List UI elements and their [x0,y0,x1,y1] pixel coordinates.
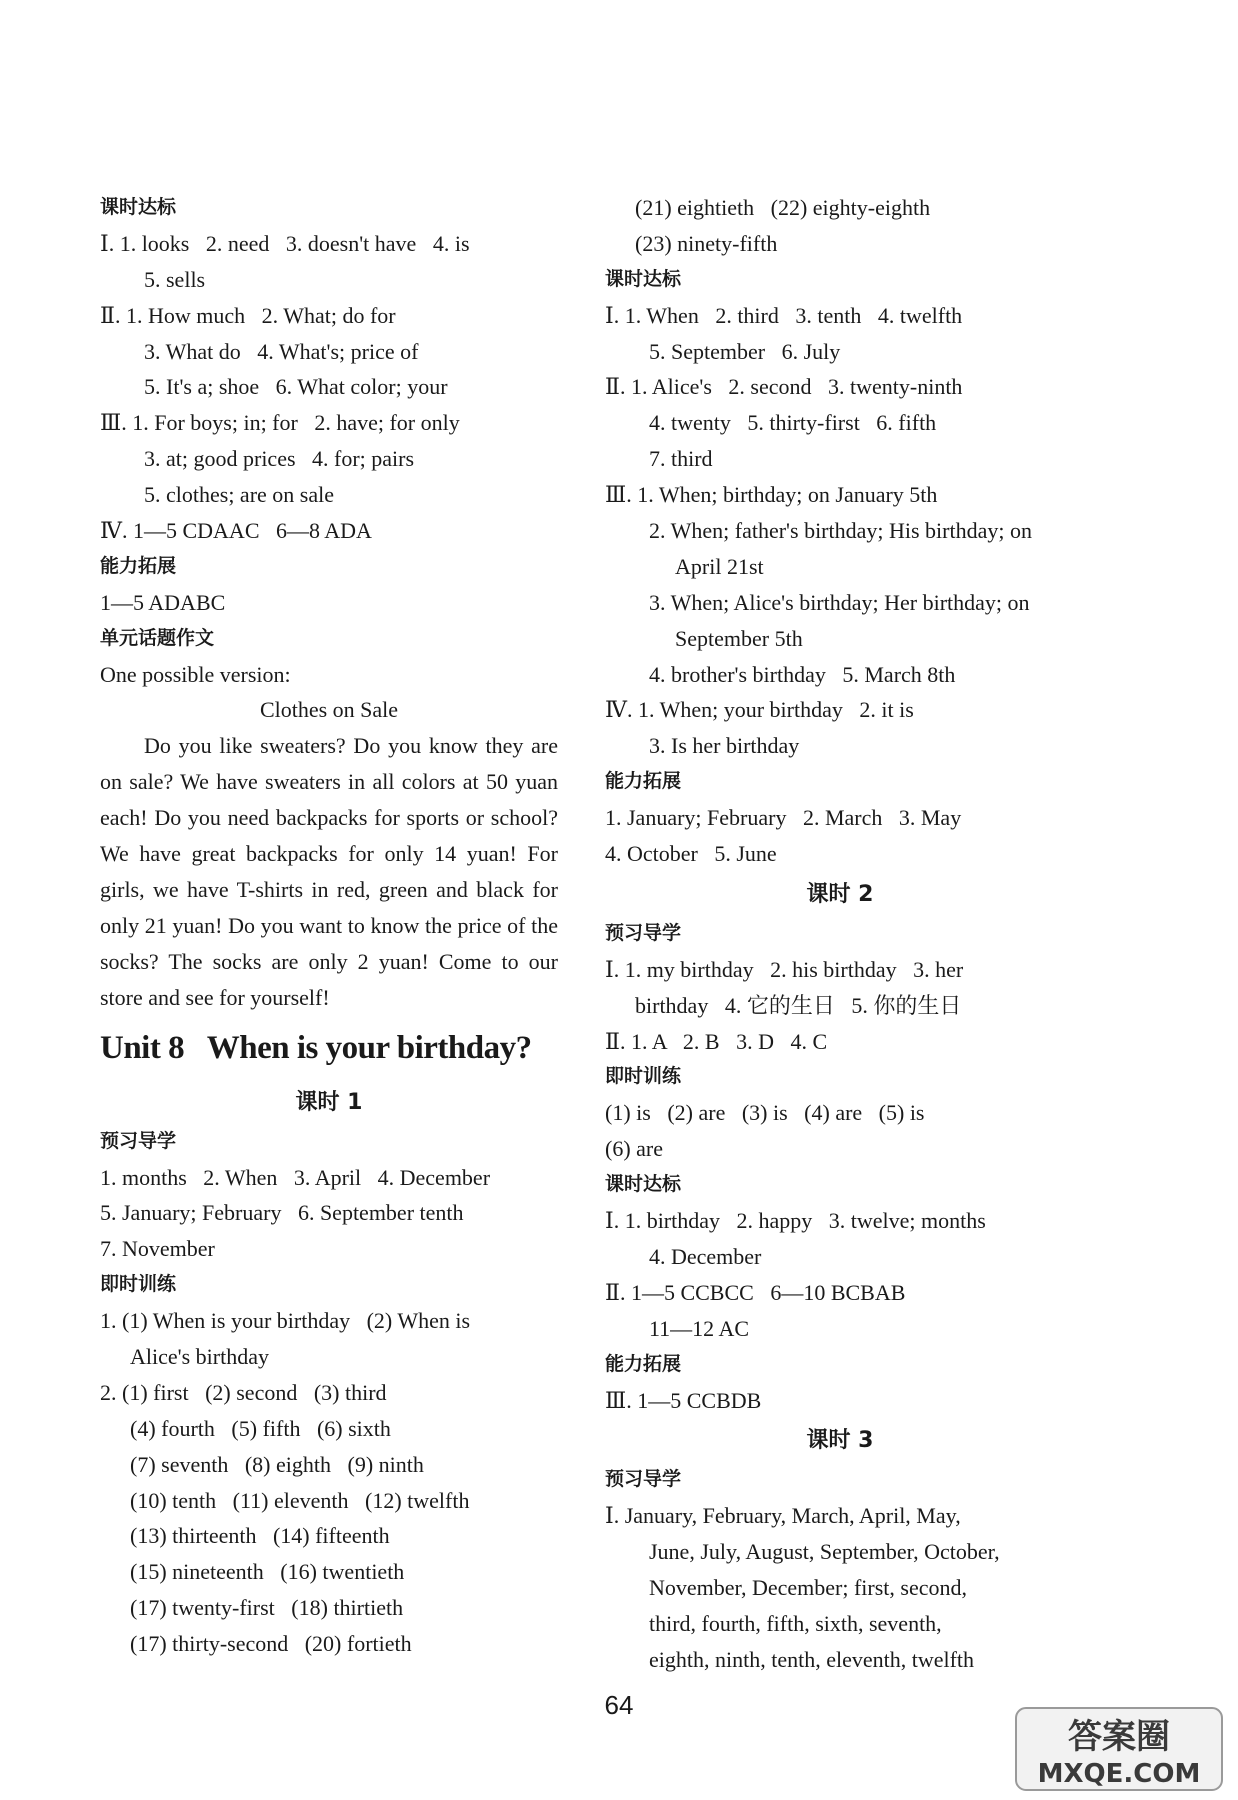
answer-line: November, December; first, second, [649,1575,968,1601]
answer-line: 1. months 2. When 3. April 4. December [100,1164,491,1190]
answer-line: 3. Is her birthday [649,733,800,759]
answer-line: Ⅰ. 1. birthday 2. happy 3. twelve; months [605,1208,986,1234]
answer-line: (21) eightieth (22) eighty-eighth [635,195,931,220]
answer-line: 5. clothes; are on sale [144,482,334,508]
answer-line: Ⅱ. 1. A 2. B 3. D 4. C [605,1028,828,1054]
answer-line: 5. January; February 6. September tenth [100,1200,464,1226]
watermark-logo [1014,1706,1224,1792]
answer-line: 1. January; February 2. March 3. May [605,805,962,831]
answer-line: (13) thirteenth (14) fifteenth [130,1523,390,1549]
answer-line: Alice's birthday [130,1343,269,1369]
essay-body: Do you like sweaters? Do you know they are on sale? We have sweaters in all colors at 50 yuan each! Do you need backpacks for sports or school? We have great backpacks for only 14 yuan! For girls, we have T-shirts in red, green and black for only 21 yuan! Do you want to know the price of the socks? The socks are only 2 yuan! Come to our store and see for yourself! [100,733,558,1010]
section-heading: 课时达标 [605,1173,682,1196]
section-heading: 即时训练 [605,1065,682,1088]
answer-line: 11—12 AC [649,1315,750,1341]
page-number: 64 [604,1690,634,1720]
left-column [100,190,558,1662]
answer-line: 7. November [100,1236,215,1262]
lesson-heading [605,1418,1075,1462]
answer-line: Ⅳ. 1—5 CDAAC 6—8 ADA [100,518,372,544]
section-heading: 能力拓展 [605,1352,682,1375]
watermark-line1: 答案圈 [1068,1717,1170,1757]
section-heading: 即时训练 [100,1273,177,1296]
answer-line: 4. October 5. June [605,841,777,867]
section-heading: 能力拓展 [100,554,177,577]
lesson-title: 课时 2 [806,881,874,907]
answer-line: Ⅱ. 1—5 CCBCC 6—10 BCBAB [605,1279,906,1305]
answer-line: (10) tenth (11) eleventh (12) twelfth [130,1487,470,1513]
answer-line: 3. at; good prices 4. for; pairs [144,446,415,472]
answer-line: 4. brother's birthday 5. March 8th [649,661,956,687]
unit-title: Unit 8 When is your birthday? [100,1029,532,1066]
answer-line: eighth, ninth, tenth, eleventh, twelfth [649,1646,975,1672]
answer-line: April 21st [675,553,764,579]
answer-line: Ⅰ. 1. my birthday 2. his birthday 3. her [605,956,964,982]
answer-line: 5. It's a; shoe 6. What color; your [144,374,448,400]
answer-line: Ⅲ. 1. For boys; in; for 2. have; for only [100,410,460,436]
section-heading: 预习导学 [605,921,682,944]
answer-line: (1) is (2) are (3) is (4) are (5) is [605,1100,925,1126]
answer-line: 3. What do 4. What's; price of [144,338,419,364]
section-heading: 预习导学 [605,1468,682,1491]
answer-line: June, July, August, September, October, [649,1539,1000,1565]
essay-intro: One possible version: [100,661,291,687]
answer-line: (4) fourth (5) fifth (6) sixth [130,1415,391,1441]
answer-line: 5. sells [144,266,206,292]
answer-line: Ⅲ. 1. When; birthday; on January 5th [605,482,938,508]
section-heading: 单元话题作文 [100,626,215,649]
answer-line: Ⅲ. 1—5 CCBDB [605,1387,762,1413]
answer-line: birthday 4. 它的生日 5. 你的生日 [635,992,962,1018]
lesson-heading [100,1080,558,1124]
answer-line: 2. When; father's birthday; His birthday; on [649,518,1032,544]
lesson-title: 课时 1 [295,1089,363,1115]
answer-line: 5. September 6. July [649,338,841,364]
answer-line: Ⅱ. 1. How much 2. What; do for [100,302,396,328]
essay-title: Clothes on Sale [259,697,399,723]
answer-line: (6) are [605,1136,664,1162]
answer-line: 7. third [649,446,713,472]
section-heading: 课时达标 [100,196,177,218]
answer-line: (17) thirty-second (20) fortieth [130,1631,412,1657]
watermark-line2: MXQE.COM [1037,1759,1201,1789]
answer-line: Ⅰ. 1. When 2. third 3. tenth 4. twelfth [605,302,963,328]
answer-line: Ⅱ. 1. Alice's 2. second 3. twenty-ninth [605,374,963,400]
lesson-heading [605,872,1075,916]
answer-line: Ⅳ. 1. When; your birthday 2. it is [605,697,914,723]
answer-line: (7) seventh (8) eighth (9) ninth [130,1451,424,1477]
section-heading: 预习导学 [100,1129,177,1152]
answer-line: Ⅰ. 1. looks 2. need 3. doesn't have 4. is [100,230,470,256]
answer-line: 1—5 ADABC [100,589,226,615]
right-column [605,190,1075,1678]
answer-line: 4. December [649,1243,762,1269]
answer-line: 3. When; Alice's birthday; Her birthday; on [649,589,1030,615]
answer-line: 1. (1) When is your birthday (2) When is [100,1308,471,1334]
answer-line: (23) ninety-fifth [635,230,778,256]
lesson-title: 课时 3 [806,1428,874,1454]
answer-line: September 5th [675,625,803,651]
answer-line: 2. (1) first (2) second (3) third [100,1379,387,1405]
section-heading: 能力拓展 [605,770,682,793]
answer-line: (15) nineteenth (16) twentieth [130,1559,405,1585]
answer-line: third, fourth, fifth, sixth, seventh, [649,1610,942,1636]
answer-line: Ⅰ. January, February, March, April, May, [605,1503,961,1529]
section-heading: 课时达标 [605,267,682,290]
answer-line: (17) twenty-first (18) thirtieth [130,1595,404,1621]
answer-line: 4. twenty 5. thirty-first 6. fifth [649,410,937,436]
